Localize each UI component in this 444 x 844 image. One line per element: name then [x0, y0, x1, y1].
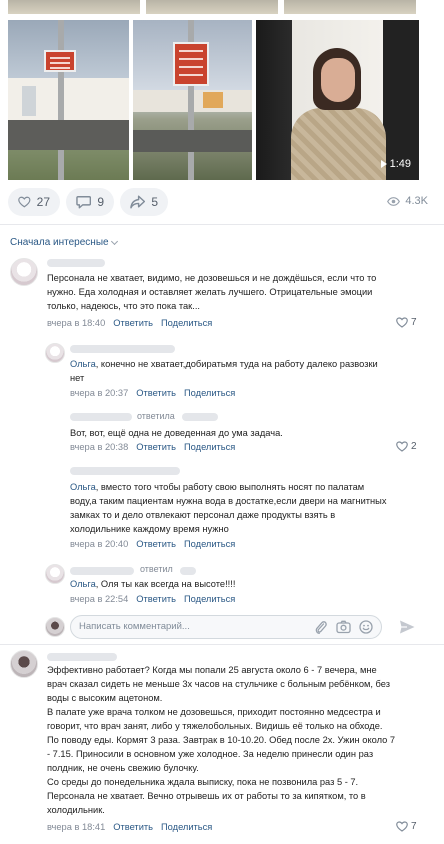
current-user-avatar[interactable] — [45, 617, 65, 637]
comment-input[interactable] — [79, 621, 309, 632]
comment-meta — [70, 388, 235, 398]
post-attachments — [0, 18, 444, 182]
reply-button[interactable]: Ответить — [136, 594, 176, 604]
author-name[interactable] — [47, 653, 117, 661]
mention-link[interactable]: Ольга — [70, 482, 96, 492]
mention-link[interactable]: Ольга — [70, 579, 96, 589]
avatar[interactable] — [10, 650, 38, 678]
avatar[interactable] — [45, 343, 65, 363]
heart-icon — [18, 195, 31, 209]
author-name[interactable] — [70, 567, 134, 575]
send-icon[interactable] — [398, 618, 416, 636]
chevron-down-icon — [111, 237, 118, 244]
divider — [0, 224, 444, 225]
share-button[interactable]: 5 — [120, 188, 168, 216]
views-counter: 4.3K — [387, 195, 428, 207]
share-icon — [130, 195, 145, 209]
reply-button[interactable]: Ответить — [136, 442, 176, 452]
comment-meta — [70, 442, 235, 452]
share-comment-button[interactable]: Поделиться — [184, 442, 236, 452]
comment-time[interactable]: вчера в 22:54 — [70, 594, 129, 604]
comment-like-button[interactable]: 7 — [396, 821, 417, 832]
eye-icon — [387, 197, 400, 206]
comment-text: Эффективно работает? Когда мы попали 25 августа около 6 - 7 вечера, мне врач сказал сидеть не меньше 3х часов на стульчике с больным ребёнком, без воды с высоким ацетоном. В палате уже врача толком не дозовешься, приходит постоянно медсестра и говорит, что врач занят, либо у тяжелобольных. Видишь её только на обходе. По поводу еды. Кормят 3 раза. Завтрак в 10-10.20. Обед после 2х. Ужин около 7 - 7.15. Приносили в основном уже холодное. За неделю принесли один раз полдник, не очень свежию булочку. Со среды до понедельника ждала выписку, пока не позвонила раз 5 - 7. Персонала не хватает. Вечно отрывешь их от работы то за кипятком, то в холодильник. — [47, 665, 396, 815]
replied-to-name[interactable] — [180, 567, 196, 575]
share-comment-button[interactable]: Поделиться — [184, 388, 236, 398]
paperclip-icon[interactable] — [314, 620, 328, 635]
comment-text: Персонала не хватает, видимо, не дозовешься и не дождёшься, если что то нужно. Еда холодная и оставляет желать лучшего. Отрицательные эмоции только, надеюсь, что это пока так... — [47, 273, 377, 311]
comment-like-button[interactable]: 2 — [396, 441, 417, 452]
comment-meta — [47, 822, 212, 832]
replied-to: ответил — [140, 564, 173, 574]
comment-meta — [70, 594, 235, 604]
comment-text: Ольга, конечно не хватает,добиратьмя туда на работу далеко развозки нет — [70, 359, 378, 383]
heart-icon — [396, 441, 408, 452]
avatar[interactable] — [10, 258, 38, 286]
comment-time[interactable]: вчера в 20:40 — [70, 539, 129, 549]
reply-button[interactable]: Ответить — [113, 318, 153, 328]
post-actions-bar — [8, 188, 436, 220]
heart-icon — [396, 821, 408, 832]
like-button[interactable]: 27 — [8, 188, 60, 216]
author-name[interactable] — [47, 259, 105, 267]
video-attachment[interactable] — [256, 20, 419, 180]
photo-attachment[interactable] — [133, 20, 252, 180]
author-name[interactable] — [70, 467, 180, 475]
comment-time[interactable]: вчера в 20:38 — [70, 442, 129, 452]
divider — [0, 644, 444, 645]
comment-meta — [47, 318, 212, 328]
comment-time[interactable]: вчера в 18:41 — [47, 822, 106, 832]
comment-time[interactable]: вчера в 18:40 — [47, 318, 106, 328]
reply-button[interactable]: Ответить — [113, 822, 153, 832]
comment-text: Вот, вот, ещё одна не доведенная до ума задача. — [70, 428, 283, 438]
photo-thumbnail[interactable] — [284, 0, 416, 14]
author-name[interactable] — [70, 413, 132, 421]
share-comment-button[interactable]: Поделиться — [161, 822, 213, 832]
comment-like-button[interactable]: 7 — [396, 317, 417, 328]
photo-thumbnail[interactable] — [146, 0, 278, 14]
comment-time[interactable]: вчера в 20:37 — [70, 388, 129, 398]
reply-button[interactable]: Ответить — [136, 388, 176, 398]
video-preview — [291, 48, 386, 180]
reply-button[interactable]: Ответить — [136, 539, 176, 549]
heart-icon — [396, 317, 408, 328]
comments-sort-dropdown[interactable]: Сначала интересные — [10, 237, 117, 248]
top-photo-strip — [0, 0, 444, 18]
share-comment-button[interactable]: Поделиться — [184, 539, 236, 549]
photo-attachment[interactable] — [8, 20, 129, 180]
video-duration: 1:49 — [381, 158, 411, 170]
mention-link[interactable]: Ольга — [70, 359, 96, 369]
emoji-icon[interactable] — [359, 620, 373, 634]
comment-input-box — [70, 615, 382, 639]
avatar[interactable] — [45, 564, 65, 584]
replied-to-name[interactable] — [182, 413, 218, 421]
comment-meta — [70, 539, 235, 549]
photo-thumbnail[interactable] — [8, 0, 140, 14]
play-icon — [381, 160, 387, 168]
comment-icon — [76, 195, 91, 209]
camera-icon[interactable] — [336, 620, 351, 634]
comments-button[interactable]: 9 — [66, 188, 114, 216]
author-name[interactable] — [70, 345, 175, 353]
share-comment-button[interactable]: Поделиться — [184, 594, 236, 604]
comment-text: Ольга, вместо того чтобы работу свою выполнять носят по палатам воду,а таким пациентам нужна вода в достатке,если двери на магнитных замках то и дело отвлекают персонал даже продукты взять в холодильнике каждому время нужно — [70, 482, 387, 534]
replied-to: ответила — [137, 411, 175, 421]
share-comment-button[interactable]: Поделиться — [161, 318, 213, 328]
comment-text: Ольга, Оля ты как всегда на высоте!!!! — [70, 579, 236, 589]
